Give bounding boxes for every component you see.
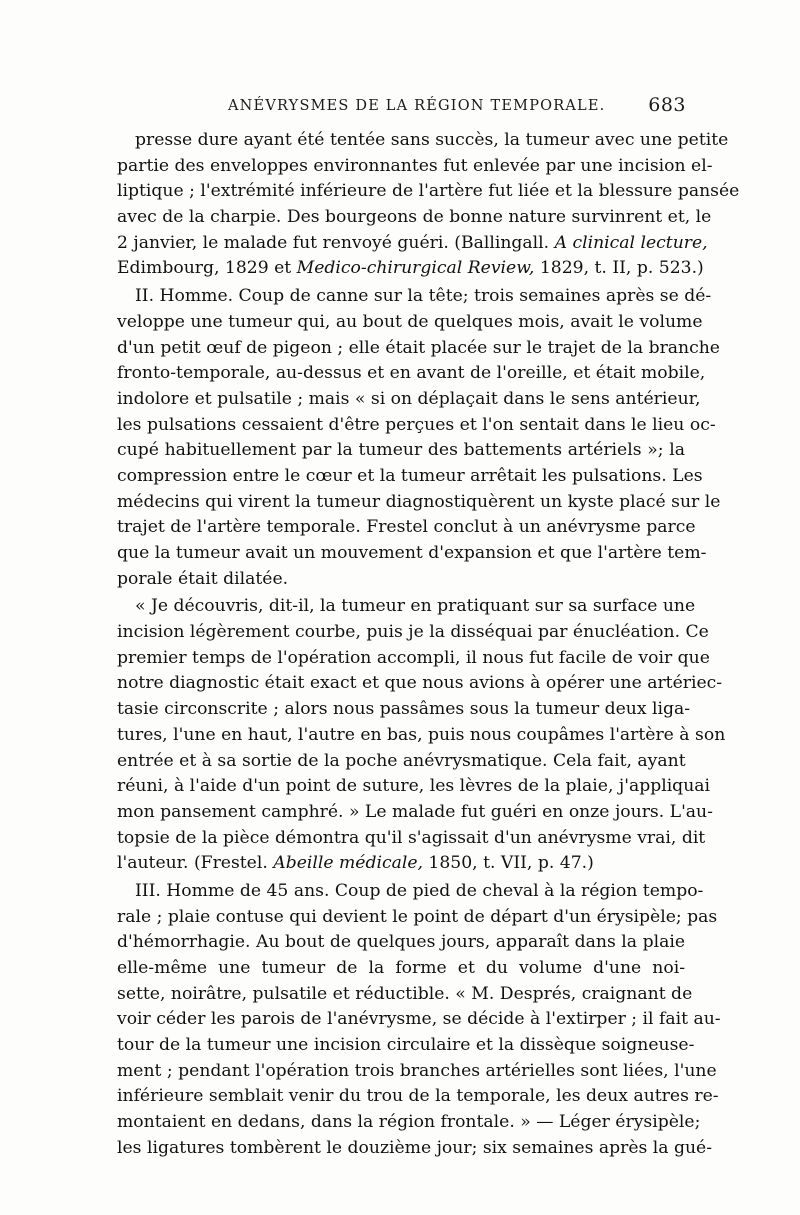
text-line	[117, 905, 718, 931]
text-run: 2 janvier, le malade fut renvoyé guéri. (Ballingall.	[117, 232, 555, 253]
text-line	[117, 128, 729, 154]
text-run: cupé habituellement par la tumeur des battements artériels »; la	[117, 440, 685, 461]
text-run: l'auteur. (Frestel.	[117, 853, 274, 874]
text-line	[117, 930, 685, 956]
text-run: réuni, à l'aide d'un point de suture, les lèvres de la plaie, j'appliquai	[117, 776, 711, 797]
text-run: les ligatures tombèrent le douzième jour; six semaines après la gué-	[117, 1137, 713, 1158]
text-line	[117, 697, 691, 723]
paragraph	[117, 128, 740, 282]
text-line	[117, 1136, 713, 1162]
text-run: notre diagnostic était exact et que nous avions à opérer une artériec-	[117, 673, 723, 694]
text-run: porale était dilatée.	[117, 568, 289, 589]
text-line	[117, 1007, 721, 1033]
text-line	[117, 205, 712, 231]
text-run: incision légèrement courbe, puis je la disséquai par énucléation. Ce	[117, 622, 709, 643]
text-run: montaient en dedans, dans la région frontale. » — Léger érysipèle;	[117, 1112, 701, 1133]
citation-title: A clinical lecture,	[554, 232, 708, 253]
text-line	[117, 387, 701, 413]
text-run: III. Homme de 45 ans. Coup de pied de cheval à la région tempo-	[135, 880, 704, 901]
text-run: II. Homme. Coup de canne sur la tête; trois semaines après se dé-	[135, 286, 712, 307]
text-run: tour de la tumeur une incision circulaire et la dissèque soigneuse-	[117, 1035, 695, 1056]
text-line	[117, 826, 706, 852]
text-run: fronto-temporale, au-dessus et en avant de l'oreille, et était mobile,	[117, 363, 706, 384]
text-line	[117, 438, 685, 464]
text-run: entrée et à sa sortie de la poche anévrysmatique. Cela fait, ayant	[117, 750, 686, 771]
text-run: rale ; plaie contuse qui devient le point de départ d'un érysipèle; pas	[117, 906, 718, 927]
text-line	[117, 982, 693, 1008]
text-line	[117, 336, 720, 362]
text-run: médecins qui virent la tumeur diagnostiquèrent un kyste placé sur le	[117, 491, 721, 512]
text-line	[117, 310, 703, 336]
paragraph	[117, 879, 721, 1162]
text-line	[117, 1110, 701, 1136]
text-line	[117, 594, 696, 620]
text-run: les pulsations cessaient d'être perçues et l'on sentait dans le lieu oc-	[117, 414, 716, 435]
text-line	[117, 723, 726, 749]
page-number: 683	[648, 94, 686, 116]
text-run: inférieure semblait venir du trou de la temporale, les deux autres re-	[117, 1086, 719, 1107]
text-run: premier temps de l'opération accompli, il nous fut facile de voir que	[117, 647, 710, 668]
text-line	[117, 179, 740, 205]
paragraph	[117, 284, 721, 592]
text-line	[117, 256, 704, 282]
text-run: d'hémorrhagie. Au bout de quelques jours, apparaît dans la plaie	[117, 932, 685, 953]
text-line	[117, 413, 716, 439]
text-run: topsie de la pièce démontra qu'il s'agissait d'un anévrysme vrai, dit	[117, 827, 706, 848]
text-run: indolore et pulsatile ; mais « si on déplaçait dans le sens antérieur,	[117, 388, 701, 409]
text-run: veloppe une tumeur qui, au bout de quelques mois, avait le volume	[117, 311, 703, 332]
text-run: voir céder les parois de l'anévrysme, se décide à l'extirper ; il fait au-	[117, 1009, 721, 1030]
text-run: « Je découvris, dit-il, la tumeur en pratiquant sur sa surface une	[135, 596, 696, 617]
text-line	[117, 749, 685, 775]
text-line	[117, 464, 703, 490]
running-title: ANÉVRYSMES DE LA RÉGION TEMPORALE.	[228, 98, 606, 114]
citation-title: Medico-chirurgical Review,	[296, 258, 535, 279]
text-line	[117, 567, 685, 593]
text-run: ment ; pendant l'opération trois branches artérielles sont liées, l'une	[117, 1060, 717, 1081]
text-run: presse dure ayant été tentée sans succès, la tumeur avec une petite	[135, 130, 729, 150]
text-line	[117, 1033, 695, 1059]
text-run: Edimbourg, 1829 et	[117, 258, 297, 279]
citation-title: Abeille médicale,	[273, 853, 423, 874]
text-line	[117, 620, 709, 646]
text-line	[117, 231, 708, 257]
body-text	[117, 128, 740, 1162]
text-run: tures, l'une en haut, l'autre en bas, puis nous coupâmes l'artère à son	[117, 724, 726, 745]
text-run: partie des enveloppes environnantes fut enlevée par une incision el-	[117, 155, 713, 176]
text-line	[117, 646, 710, 672]
text-line	[117, 284, 712, 310]
text-line	[117, 361, 706, 387]
text-run: elle-même une tumeur de la forme et du volume d'une noi-	[117, 958, 685, 978]
text-run: tasie circonscrite ; alors nous passâmes sous la tumeur deux liga-	[117, 699, 691, 720]
text-line	[117, 1084, 719, 1110]
text-line	[117, 154, 713, 180]
text-line	[117, 1059, 717, 1085]
text-run: que la tumeur avait un mouvement d'expansion et que l'artère tem-	[117, 543, 707, 563]
text-run: compression entre le cœur et la tumeur arrêtait les pulsations. Les	[117, 465, 703, 486]
text-line	[117, 800, 713, 826]
text-run: d'un petit œuf de pigeon ; elle était placée sur le trajet de la branche	[117, 337, 720, 358]
text-line	[117, 541, 707, 567]
text-line	[117, 515, 696, 541]
text-line	[117, 671, 723, 697]
text-run: liptique ; l'extrémité inférieure de l'artère fut liée et la blessure pansée	[117, 181, 740, 202]
text-run: 1850, t. VII, p. 47.)	[422, 853, 594, 874]
text-line	[117, 851, 685, 877]
text-line	[117, 956, 685, 982]
text-run: sette, noirâtre, pulsatile et réductible. « M. Després, craignant de	[117, 983, 693, 1004]
text-run: mon pansement camphré. » Le malade fut guéri en onze jours. L'au-	[117, 801, 713, 822]
text-line	[117, 879, 704, 905]
text-line	[117, 490, 721, 516]
text-run: 1829, t. II, p. 523.)	[534, 258, 704, 279]
paragraph	[117, 594, 726, 877]
text-run: trajet de l'artère temporale. Frestel conclut à un anévrysme parce	[117, 517, 696, 538]
page-header	[118, 92, 686, 122]
text-run: avec de la charpie. Des bourgeons de bonne nature survinrent et, le	[117, 207, 712, 228]
text-line	[117, 774, 711, 800]
